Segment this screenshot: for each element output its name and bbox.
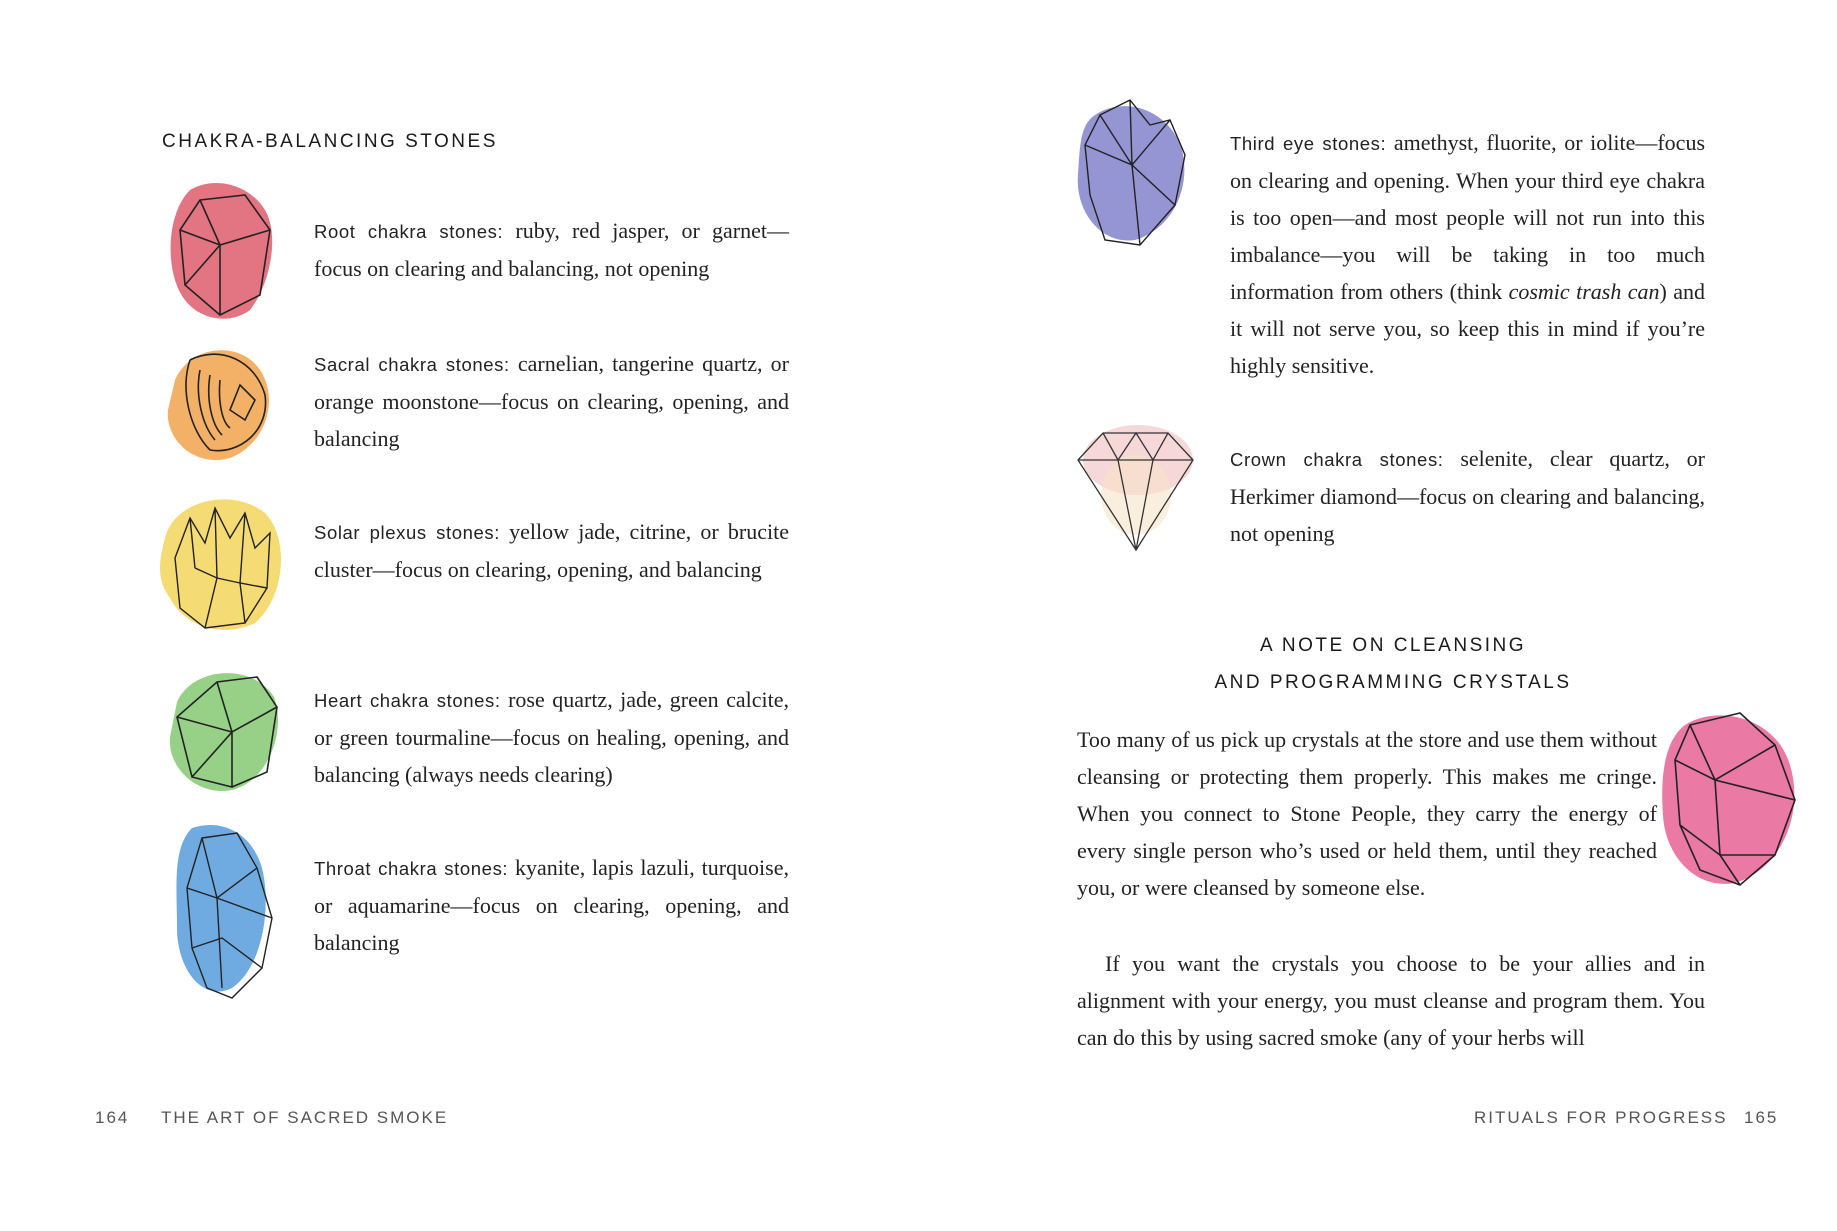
section-heading: CHAKRA-BALANCING STONES [162,131,498,152]
solar-plexus-text: yellow jade, citrine, or brucite cluster—focus on clearing, opening, and balancing [314,519,790,582]
root-chakra-label: Root chakra stones: [314,221,504,242]
note-heading-line2: AND PROGRAMMING CRYSTALS [1214,672,1572,693]
crown-stone-illustration [1068,415,1203,555]
left-running-head: THE ART OF SACRED SMOKE [161,1108,449,1127]
root-chakra-text: ruby, red jasper, or garnet—focus on clearing and balancing, not opening [314,218,789,281]
note-heading-line1: A NOTE ON CLEANSING [1259,635,1527,656]
solar-plexus-entry [314,513,789,588]
throat-chakra-entry [314,849,789,961]
throat-chakra-text: kyanite, lapis lazuli, turquoise, or aquamarine—focus on clearing, opening, and balancing [314,855,789,955]
pink-stone-illustration [1655,705,1805,890]
heart-chakra-label: Heart chakra stones: [314,690,501,711]
paragraph-2: If you want the crystals you choose to be your allies and in alignment with your energy, you must cleanse and program them. You can do this by using sacred smoke (any of your herbs will [1077,951,1705,1050]
throat-chakra-label: Throat chakra stones: [314,858,509,879]
sacral-chakra-text: carnelian, tangerine quartz, or orange moonstone—focus on clearing, opening, and balancing [314,351,789,451]
paragraph-1: Too many of us pick up crystals at the store and use them without cleansing or protecting them properly. This makes me cringe. When you connect to Stone People, they carry the energy of every single person who’s used or held them, until they reached you, or were cleansed by someone else. [1077,727,1657,900]
third-eye-label: Third eye stones: [1230,133,1387,154]
throat-stone-illustration [162,818,287,1003]
crown-chakra-label: Crown chakra stones: [1230,449,1444,470]
third-eye-stone-illustration [1070,95,1195,255]
sacral-chakra-label: Sacral chakra stones: [314,354,510,375]
root-stone-illustration [160,175,285,325]
crown-chakra-text: selenite, clear quartz, or Herkimer diamond—focus on clearing and balancing, not opening [1230,446,1705,546]
third-eye-text-1: amethyst, fluorite, or iolite—focus on clearing and opening. When your third eye chakra is too open—and most people will not run into this imbalance—you will be taking in too much information from others (think [1230,130,1705,304]
solar-plexus-label: Solar plexus stones: [314,522,500,543]
left-page-number: 164 [95,1108,130,1127]
right-page-number: 165 [1744,1108,1779,1127]
heart-chakra-entry [314,681,789,793]
root-chakra-entry [314,212,789,287]
heart-chakra-text: rose quartz, jade, green calcite, or green tourmaline—focus on healing, opening, and balancing (always needs clearing) [314,687,789,787]
sacral-stone-illustration [160,340,280,465]
right-running-head: RITUALS FOR PROGRESS [1474,1108,1728,1127]
heart-stone-illustration [162,662,287,797]
third-eye-text-2: ) and it will not serve you, so keep this in mind if you’re highly sensitive. [1230,279,1706,378]
third-eye-entry [1230,124,1705,384]
solar-plexus-stone-illustration [155,488,290,638]
third-eye-italic: cosmic trash can [1508,279,1660,304]
sacral-chakra-entry [314,345,789,457]
crown-chakra-entry [1230,440,1705,552]
